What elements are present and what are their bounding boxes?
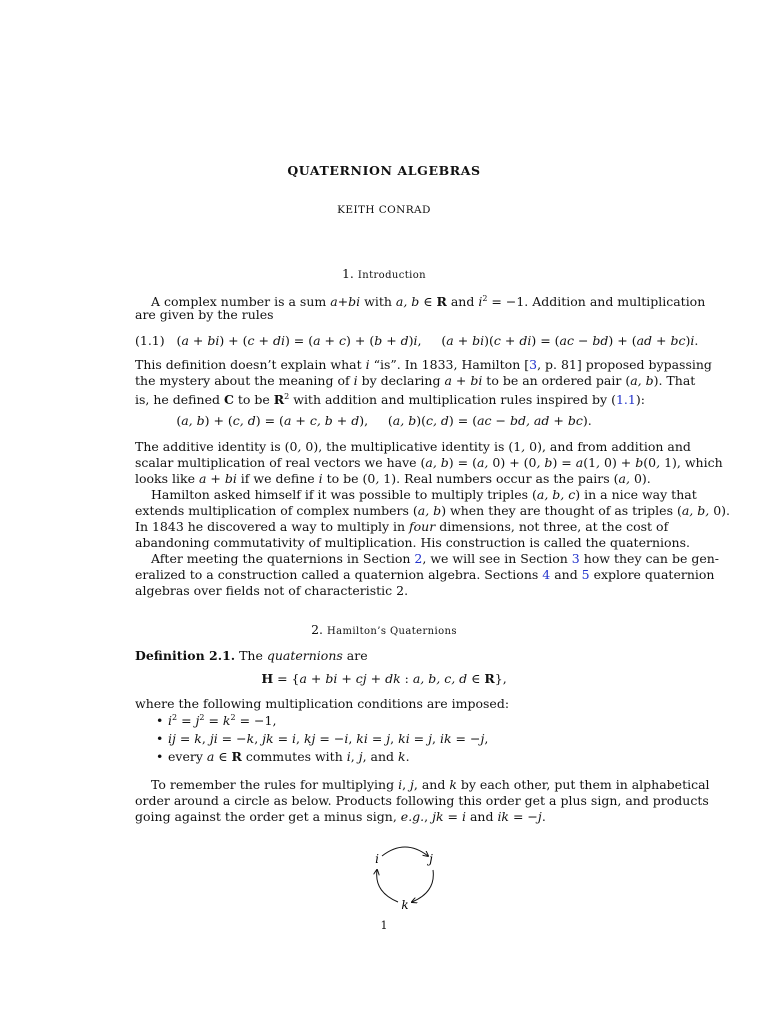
paragraph-line: The additive identity is (0, 0), the multiplicative identity is (1, 0), and from addition and [135,439,691,454]
paragraph-line: Hamilton asked himself if it was possible to multiply triples (a, b, c) in a nice way that [151,487,697,502]
arrow-k-to-i [377,870,398,902]
paragraph-line: going against the order get a minus sign, e.g., jk = i and ik = −j. [135,809,546,824]
paragraph-line: scalar multiplication of real vectors we have (a, b) = (a, 0) + (0, b) = a(1, 0) + b(0, 1), which [135,455,723,470]
paragraph-line: After meeting the quaternions in Section 2, we will see in Section 3 how they can be gen- [151,551,720,566]
equation-1-1: (1.1) (a + bi) + (c + di) = (a + c) + (b + d)i, (a + bi)(c + di) = (ac − bd) + (ad + bc)i. [135,333,699,348]
definition-2-1: Definition 2.1. The quaternions are [135,648,368,663]
paragraph-line: where the following multiplication conditions are imposed: [135,696,510,711]
page-number: 1 [380,919,388,932]
section-number: 2. [311,622,324,637]
arrow-j-to-k [412,870,433,902]
paragraph-line: extends multiplication of complex numbers (a, b) when they are thought of as triples (a, b, 0). [135,503,730,518]
section-title: Hamilton’s Quaternions [327,626,457,637]
list-item: • ij = k, ji = −k, jk = i, kj = −i, ki = j, ki = j, ik = −j, [168,731,488,746]
intro-paragraph-line: are given by the rules [135,307,274,322]
paragraph-line: abandoning commutativity of multiplication. His construction is called the quaternions. [135,535,690,550]
paragraph-line: the mystery about the meaning of i by declaring a + bi to be an ordered pair (a, b). That [135,373,696,388]
paragraph-line: order around a circle as below. Products following this order get a plus sign, and products [135,793,709,808]
paper-title: QUATERNION ALGEBRAS [287,163,481,178]
list-item: • $i^2 = j^2 = k^2 = -1$, [168,713,276,728]
node-j: j [429,852,433,866]
section-title: Introduction [357,270,427,281]
paragraph-line: eralized to a construction called a quaternion algebra. Sections 4 and 5 explore quaternion [135,567,715,582]
paragraph-line: algebras over fields not of characteristic 2. [135,583,409,598]
equation-quaternions-set: H = {a + bi + cj + dk : a, b, c, d ∈ R}, [261,671,507,686]
paragraph-line: In 1843 he discovered a way to multiply in four dimensions, not three, at the cost of [135,519,669,534]
list-item: • every a ∈ R commutes with i, j, and k. [168,749,410,764]
paragraph-line: is, he defined C to be $R^2$ with addition and multiplication rules inspired by (1.1): [135,392,645,408]
paragraph-line: To remember the rules for multiplying i, j, and k by each other, put them in alphabetical [151,777,710,792]
section-heading-hamiltons-quaternions [0,622,768,637]
ijk-cycle-diagram [360,838,450,914]
arrow-i-to-j [382,847,428,856]
paragraph-line: This definition doesn’t explain what i “is”. In 1833, Hamilton [3, p. 81] proposed bypassing [135,357,712,372]
intro-paragraph-line: A complex number is a sum a+bi with a, b ∈ R and $i^2 = -1$. Addition and multiplication [151,294,706,310]
paper-author: KEITH CONRAD [337,204,431,216]
section-number: 1. [341,266,354,281]
paragraph-line: looks like a + bi if we define i to be (0, 1). Real numbers occur as the pairs (a, 0). [135,471,651,486]
section-heading-introduction [0,266,768,281]
node-k: k [401,898,409,912]
equation-pairs: (a, b) + (c, d) = (a + c, b + d), (a, b)(c, d) = (ac − bd, ad + bc). [176,413,592,428]
node-i: i [375,852,379,866]
